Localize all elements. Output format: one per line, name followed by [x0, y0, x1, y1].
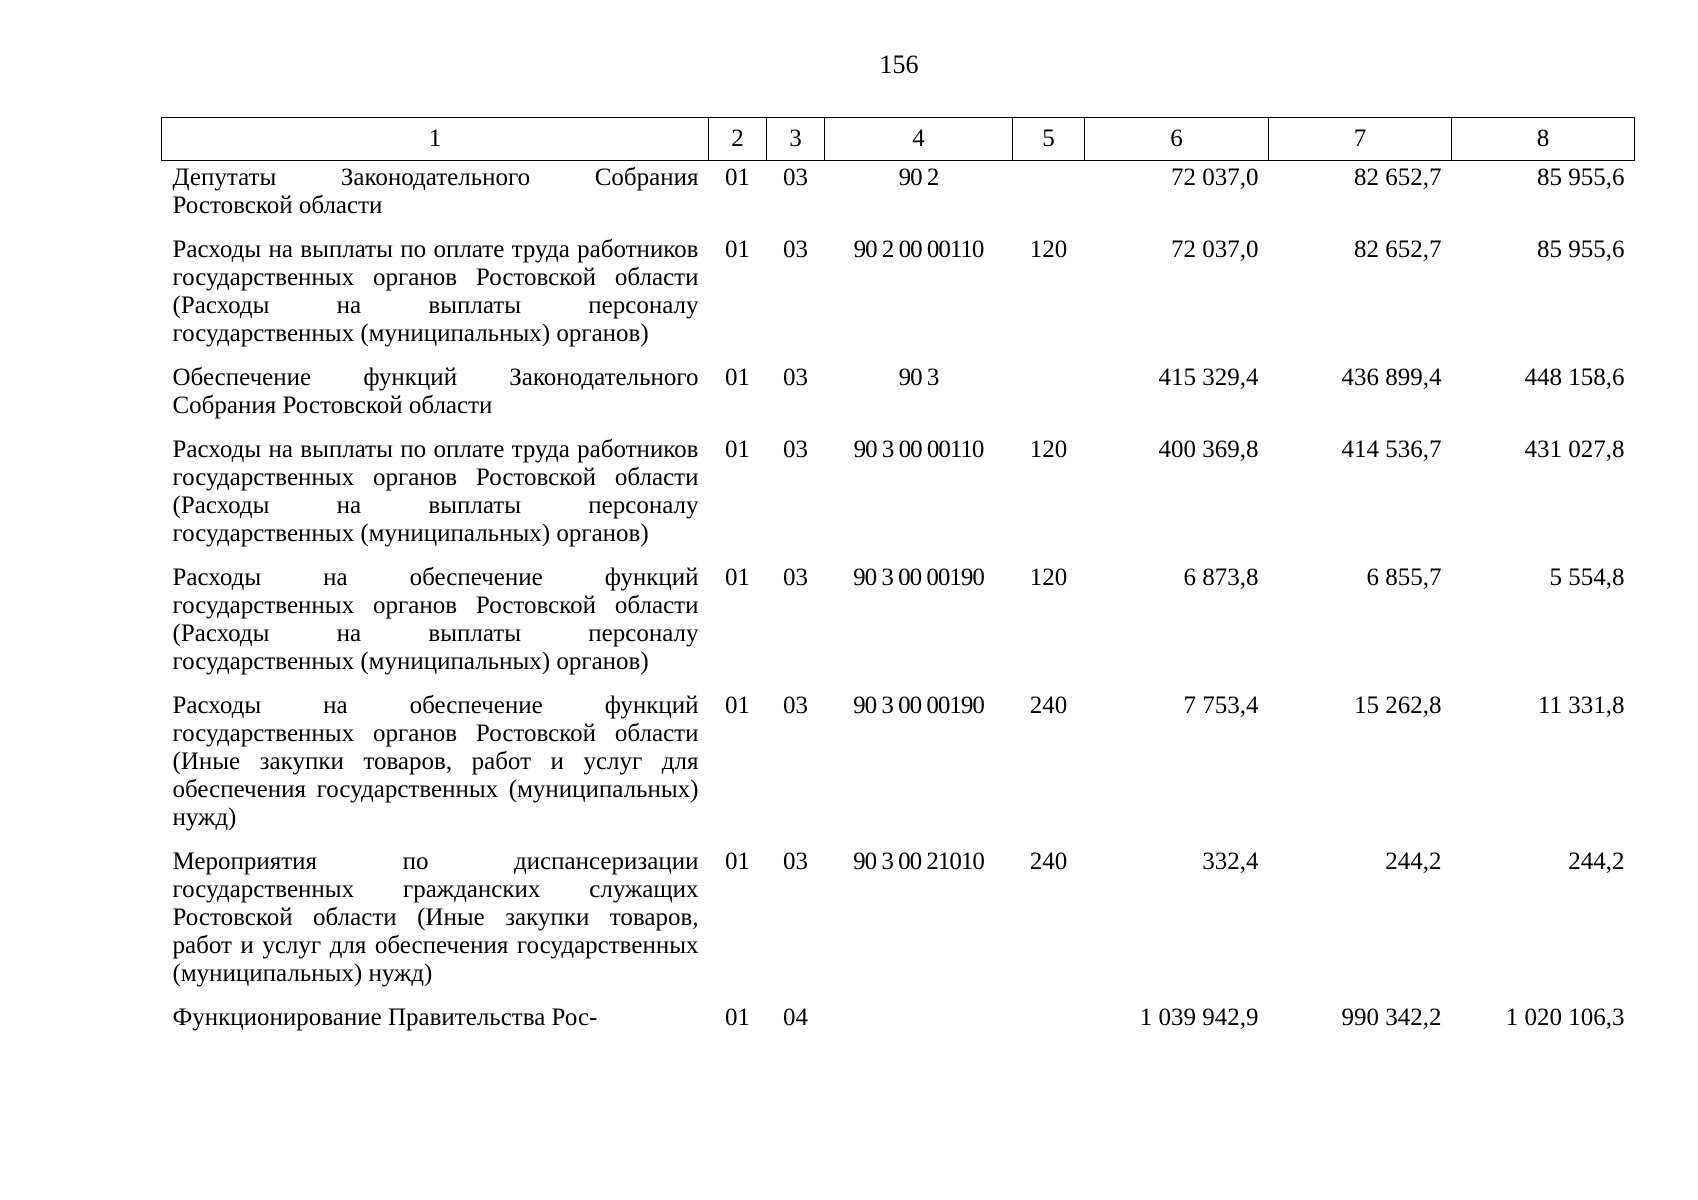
row-expense-type-code [1013, 161, 1085, 230]
row-name: Расходы на обеспечение функций государственных органов Ростовской области (Иные закупки товаров, работ и услуг для обеспечения государственных (муниципальных) нужд) [172, 692, 699, 831]
row-value-col6: 400 369,8 [1158, 436, 1259, 463]
row-expense-type-code: 240 [1029, 692, 1068, 719]
table-header-row [162, 118, 1635, 161]
table-row [162, 557, 1635, 685]
row-expense-type-code: 120 [1029, 236, 1068, 263]
row-value-col7: 15 262,8 [1354, 692, 1442, 719]
row-value-col7: 82 652,7 [1354, 236, 1442, 263]
row-subsection-code: 03 [783, 564, 808, 591]
row-target-article-code: 90 3 00 21010 [853, 848, 984, 875]
row-target-article-code: 90 2 00 00110 [853, 236, 984, 263]
row-section-code: 01 [725, 1004, 750, 1031]
row-value-col7: 436 899,4 [1341, 364, 1442, 391]
row-value-col6: 415 329,4 [1158, 364, 1259, 391]
column-header-8: 8 [1452, 118, 1635, 161]
column-header-3: 3 [767, 118, 825, 161]
table-row [162, 685, 1635, 841]
column-header-1: 1 [162, 118, 709, 161]
row-value-col6: 1 039 942,9 [1139, 1004, 1259, 1031]
row-expense-type-code [1013, 357, 1085, 429]
row-section-code: 01 [725, 848, 750, 875]
column-header-5: 5 [1013, 118, 1085, 161]
row-target-article-code: 90 3 00 00110 [853, 436, 984, 463]
page-number: 156 [879, 50, 919, 79]
row-value-col8: 244,2 [1568, 848, 1625, 875]
row-value-col6: 72 037,0 [1171, 164, 1259, 191]
column-header-6: 6 [1085, 118, 1269, 161]
row-section-code: 01 [725, 436, 750, 463]
row-name: Мероприятия по диспансеризации государственных гражданских служащих Ростовской области (Иные закупки товаров, работ и услуг для обеспечения государственных (муниципальных) нужд) [172, 848, 699, 987]
row-expense-type-code: 120 [1029, 564, 1068, 591]
row-subsection-code: 03 [783, 164, 808, 191]
row-target-article-code: 90 2 [898, 164, 939, 191]
row-value-col8: 448 158,6 [1524, 364, 1625, 391]
row-section-code: 01 [725, 692, 750, 719]
row-value-col8: 5 554,8 [1549, 564, 1625, 591]
row-subsection-code: 03 [783, 692, 808, 719]
row-expense-type-code [1013, 997, 1085, 1041]
row-subsection-code: 03 [783, 236, 808, 263]
row-value-col6: 332,4 [1202, 848, 1259, 875]
row-value-col8: 431 027,8 [1524, 436, 1625, 463]
row-section-code: 01 [725, 364, 750, 391]
row-target-article-code: 90 3 [898, 364, 939, 391]
row-value-col7: 990 342,2 [1341, 1004, 1442, 1031]
row-subsection-code: 03 [783, 364, 808, 391]
row-subsection-code: 03 [783, 436, 808, 463]
row-value-col8: 85 955,6 [1537, 164, 1625, 191]
row-section-code: 01 [725, 164, 750, 191]
column-header-4: 4 [825, 118, 1013, 161]
table-row [162, 841, 1635, 997]
budget-table [161, 117, 1635, 1041]
row-target-article-code: 90 3 00 00190 [853, 564, 984, 591]
row-value-col7: 82 652,7 [1354, 164, 1442, 191]
row-expense-type-code: 120 [1029, 436, 1068, 463]
row-name: Расходы на выплаты по оплате труда работников государственных органов Ростовской области (Расходы на выплаты персоналу государственных (муниципальных) органов) [172, 236, 699, 347]
row-value-col6: 6 873,8 [1183, 564, 1259, 591]
table-row [162, 161, 1635, 230]
row-subsection-code: 04 [783, 1004, 808, 1031]
row-name: Расходы на обеспечение функций государственных органов Ростовской области (Расходы на выплаты персоналу государственных (муниципальных) органов) [172, 564, 699, 675]
row-value-col7: 244,2 [1385, 848, 1442, 875]
row-expense-type-code: 240 [1029, 848, 1068, 875]
row-name: Расходы на выплаты по оплате труда работников государственных органов Ростовской области (Расходы на выплаты персоналу государственных (муниципальных) органов) [172, 436, 699, 547]
row-subsection-code: 03 [783, 848, 808, 875]
table-row [162, 357, 1635, 429]
column-header-7: 7 [1269, 118, 1452, 161]
row-value-col7: 414 536,7 [1341, 436, 1442, 463]
row-value-col6: 7 753,4 [1183, 692, 1259, 719]
row-value-col8: 1 020 106,3 [1505, 1004, 1625, 1031]
row-target-article-code: 90 3 00 00190 [853, 692, 984, 719]
row-value-col8: 85 955,6 [1537, 236, 1625, 263]
row-name: Функционирование Правительства Рос- [172, 1004, 598, 1031]
row-section-code: 01 [725, 564, 750, 591]
row-name: Обеспечение функций Законодательного Собрания Ростовской области [172, 364, 699, 419]
table-row [162, 997, 1635, 1041]
row-value-col6: 72 037,0 [1171, 236, 1259, 263]
table-row [162, 429, 1635, 557]
row-target-article-code [825, 997, 1013, 1041]
row-value-col7: 6 855,7 [1366, 564, 1442, 591]
table-row [162, 229, 1635, 357]
column-header-2: 2 [709, 118, 767, 161]
row-value-col8: 11 331,8 [1537, 692, 1625, 719]
row-name: Депутаты Законодательного Собрания Ростовской области [172, 164, 699, 219]
row-section-code: 01 [725, 236, 750, 263]
